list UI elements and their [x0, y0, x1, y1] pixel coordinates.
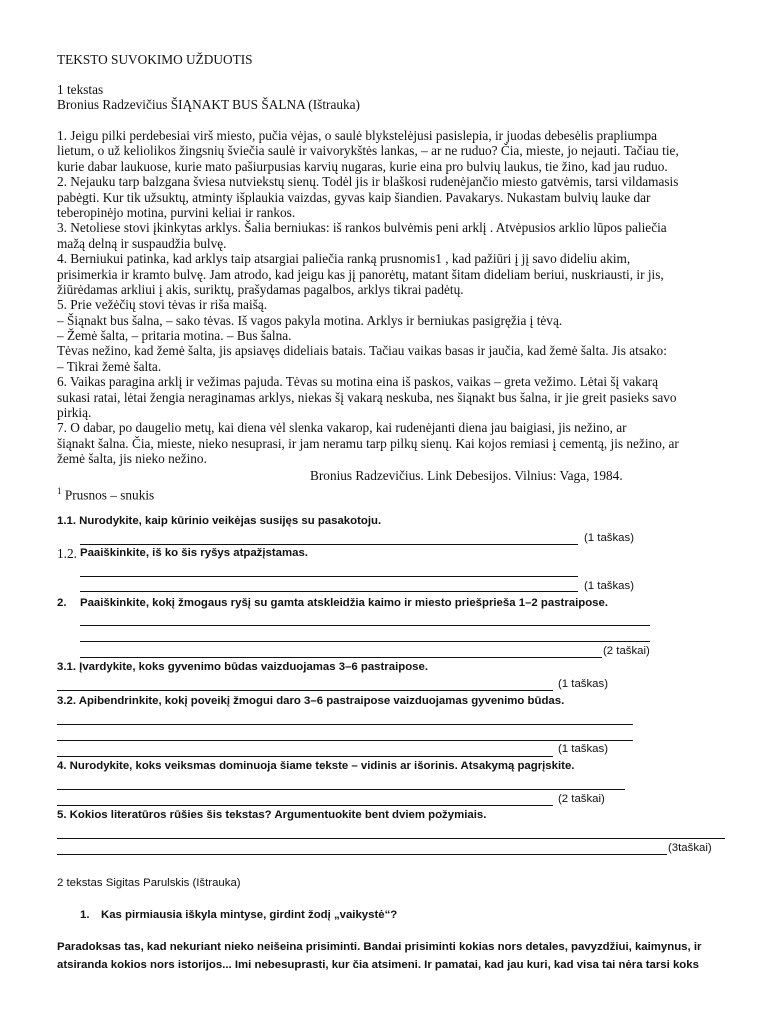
text1-line: 2. Nejauku tarp balzgana šviesa nutviekstų sienų. Todėl jis ir blaškosi rudenėjančio miesto gatvėmis, tarsi vildamasis: [57, 174, 679, 190]
footnote-mark: 1: [57, 486, 62, 496]
text2-question-1-number: 1.: [80, 909, 90, 921]
text1-line: 4. Berniukui patinka, kad arklys taip atsargiai paliečia ranką prusnomis1 , kad pažiūri į jį savo dideliu akim,: [57, 251, 631, 267]
text1-line: prisimerkia ir kramto bulvę. Jam atrodo, kad jeigu kas jį panorėtų, matant šitam dideliam beriui, nuskriausti, ir jis,: [57, 266, 664, 282]
text1-line: teberopinėjo motina, purvini keliai ir rankos.: [57, 204, 296, 220]
points-label: (3taškai): [668, 842, 712, 854]
question-2: Paaiškinkite, kokį žmogaus ryšį su gamta atskleidžia kaimo ir miesto priešprieša 1–2 pastraipose.: [80, 597, 609, 609]
points-label: (1 taškas): [558, 743, 609, 755]
footnote: [57, 484, 154, 503]
text1-line: pabėgti. Kur tik užsuktų, atminty išplaukia vaizdas, gyvas kaip šiandien. Pavakarys. Nukastam bulvių lauke dar: [57, 189, 651, 205]
text1-body: [57, 128, 727, 467]
points-label: (2 taškai): [603, 645, 650, 657]
text1-line: – Šiąnakt bus šalna, – sako tėvas. Iš vagos pakyla motina. Arklys ir berniukas pasigręžia į tėvą.: [57, 312, 563, 328]
text1-line: šiąnakt šalna. Čia, mieste, nieko nesuprasi, ir jam neramu tarp pilkų sienų. Kai kojos remiasi į cementą, jis nežino, ar: [57, 435, 679, 451]
answer-line[interactable]: [57, 756, 553, 757]
question-1-2: Paaiškinkite, iš ko šis ryšys atpažįstamas.: [80, 547, 308, 559]
text1-line: 5. Prie vežėčių stovi tėvas ir riša maišą.: [57, 297, 268, 313]
answer-line[interactable]: [57, 740, 633, 741]
text2-line: atsiranda kokios nors istorijos... Imi nebesuprasti, kur čia atsimeni. Ir pamatai, kad jau kuri, kad visa tai nėra tarsi koks: [57, 959, 699, 971]
points-label: (1 taškas): [584, 532, 635, 544]
text2-question-1: Kas pirmiausia iškyla mintyse, girdint žodį „vaikystė“?: [101, 909, 398, 921]
answer-line[interactable]: [57, 805, 553, 806]
question-3-2: 3.2. Apibendrinkite, kokį poveikį žmogui daro 3–6 pastraipose vaizduojamas gyvenimo būdas.: [57, 695, 565, 707]
text1-line: 7. O dabar, po daugelio metų, kai diena vėl slenka vakarop, kai rudenėjanti diena jau baigiasi, jis nežino, ar: [57, 420, 627, 436]
text1-line: lietum, o už keliolikos žingsnių šviečia saulė ir vaivorykštės lankas, – ar ne ruduo? Čia, mieste, jo nejauti. Tačiau tie,: [57, 143, 679, 159]
text1-line: mažą delną ir suspaudžia bulvę.: [57, 235, 227, 251]
answer-line[interactable]: [57, 690, 553, 691]
answer-line[interactable]: [80, 657, 602, 658]
answer-line[interactable]: [57, 838, 725, 839]
question-1-2-number: 1.2.: [57, 546, 77, 561]
points-label: (1 taškas): [558, 678, 609, 690]
text1-line: Tėvas nežino, kad žemė šalta, jis apsiavęs dideliais batais. Tačiau vaikas basas ir jaučia, kad žemė šalta. Jis atsako:: [57, 343, 667, 359]
points-label: (1 taškas): [584, 580, 635, 592]
answer-line[interactable]: [80, 591, 578, 592]
question-1-1: 1.1. Nurodykite, kaip kūrinio veikėjas susijęs su pasakotoju.: [57, 515, 382, 527]
text1-line: kurie dabar laukuose, kurie mato pašiurpusias karvių nugaras, kurie eina pro bulvių laukus, tie žino, kad jau ruduo.: [57, 158, 668, 174]
text1-author-title: Bronius Radzevičius ŠIĄNAKT BUS ŠALNA (Ištrauka): [57, 97, 360, 112]
footnote-text: Prusnos – snukis: [61, 487, 155, 503]
text1-label: 1 tekstas: [57, 82, 104, 97]
text1-line: žemė šalta, jis nieko nežino.: [57, 451, 207, 467]
text1-line: – Žemė šalta, – pritaria motina. – Bus šalna.: [57, 328, 292, 344]
answer-line[interactable]: [57, 724, 633, 725]
answer-line[interactable]: [80, 641, 650, 642]
answer-line[interactable]: [80, 544, 578, 545]
answer-line[interactable]: [57, 789, 625, 790]
answer-line[interactable]: [57, 854, 667, 855]
text1-line: 6. Vaikas paragina arklį ir vežimas pajuda. Tėvas su motina eina iš paskos, vaikas – greta vežimo. Lėtai šį vakarą: [57, 374, 659, 390]
text1-line: – Tikrai žemė šalta.: [57, 358, 162, 374]
text1-line: pirkią.: [57, 405, 92, 421]
source-citation: Bronius Radzevičius. Link Debesijos. Vilnius: Vaga, 1984.: [310, 468, 623, 483]
text1-line: sukasi ratai, lėtai žengia neraginamas arklys, niekas šį vakarą neskuba, nes šiąnakt bus šalna, ir jie greit pasieks savo: [57, 389, 677, 405]
text2-header: 2 tekstas Sigitas Parulskis (Ištrauka): [57, 877, 241, 889]
text1-line: 1. Jeigu pilki perdebesiai virš miesto, pučia vėjas, o saulė blykstelėjusi pasislepia, ir juodas debesėlis prapliumpa: [57, 128, 658, 143]
document-title: TEKSTO SUVOKIMO UŽDUOTIS: [57, 52, 253, 67]
answer-line[interactable]: [80, 576, 578, 577]
question-2-number: 2.: [57, 597, 67, 609]
text2-line: Paradoksas tas, kad nekuriant nieko neišeina prisiminti. Bandai prisiminti kokias nors detales, pavyzdžiui, kaimynus, ir: [57, 941, 702, 953]
answer-line[interactable]: [80, 625, 650, 626]
question-5: 5. Kokios literatūros rūšies šis tekstas? Argumentuokite bent dviem požymiais.: [57, 809, 487, 821]
text1-line: žiūrėdamas arkliui į akis, suriktų, prašydamas pagalbos, arklys tikrai padėtų.: [57, 281, 464, 297]
points-label: (2 taškai): [558, 793, 605, 805]
question-4: 4. Nurodykite, koks veiksmas dominuoja šiame tekste – vidinis ar išorinis. Atsakymą pagrįskite.: [57, 760, 575, 772]
question-3-1: 3.1. Įvardykite, koks gyvenimo būdas vaizduojamas 3–6 pastraipose.: [57, 661, 428, 673]
text1-line: 3. Netoliese stovi įkinkytas arklys. Šalia berniukas: iš rankos bulvėmis peni arklį . Atvėpusios arklio lūpos paliečia: [57, 220, 667, 236]
